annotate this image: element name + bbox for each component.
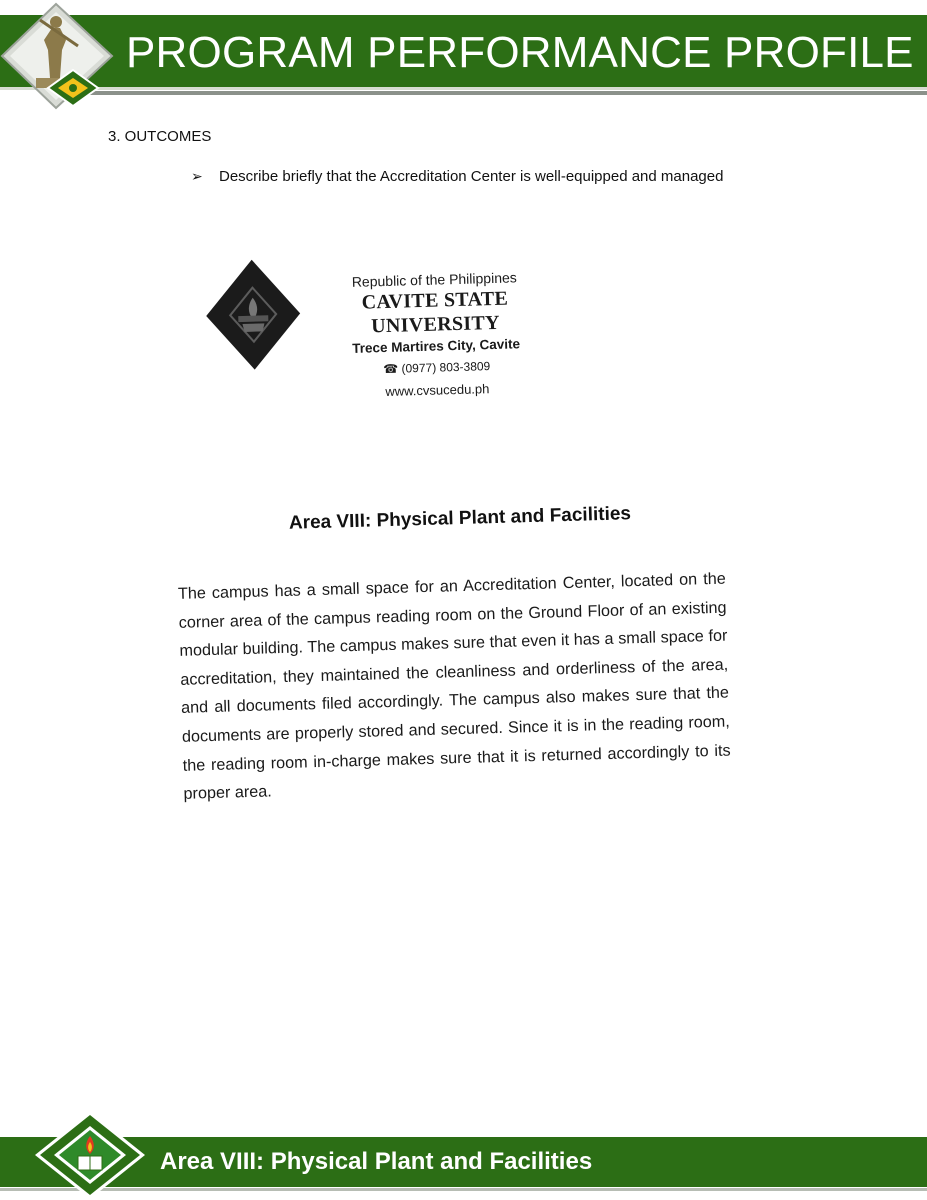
letterhead-city: Trece Martires City, Cavite (352, 336, 521, 356)
page-title: PROGRAM PERFORMANCE PROFILE (126, 28, 914, 77)
bullet-item (191, 168, 723, 185)
letter-title: Area VIII: Physical Plant and Facilities (288, 503, 632, 534)
letter-paragraph: The campus has a small space for an Accreditation Center, located on the corner area of the campus reading room on the Ground Floor of an existing modular building. The campus makes sure that even it has a small space for accreditation, they maintained the cleanliness and orderliness of the area, and all documents filed accordingly. The campus also makes sure that the documents are properly stored and secured. Since it is in the reading room, the reading room in-charge makes sure that it is returned accordingly to its proper area. (177, 569, 731, 803)
scanned-letter (162, 232, 757, 808)
letterhead-website: www.cvsucedu.ph (385, 381, 490, 400)
letterhead-republic: Republic of the Philippines (351, 269, 517, 290)
phone-icon: ☎ (383, 361, 399, 377)
statue-emblem-icon (0, 0, 118, 112)
footer-seal-icon (34, 1110, 146, 1200)
phone-number: (0977) 803-3809 (401, 359, 491, 376)
header-divider (60, 91, 927, 95)
arrow-bullet-icon: ➢ (191, 168, 203, 184)
letterhead (309, 267, 563, 406)
section-heading: 3. OUTCOMES (108, 128, 212, 145)
letterhead-university: CAVITE STATE UNIVERSITY (361, 287, 509, 338)
cvsu-seal-icon (203, 256, 304, 374)
bullet-text: Describe briefly that the Accreditation Center is well-equipped and managed (219, 168, 724, 185)
footer-title: Area VIII: Physical Plant and Facilities (160, 1148, 593, 1175)
